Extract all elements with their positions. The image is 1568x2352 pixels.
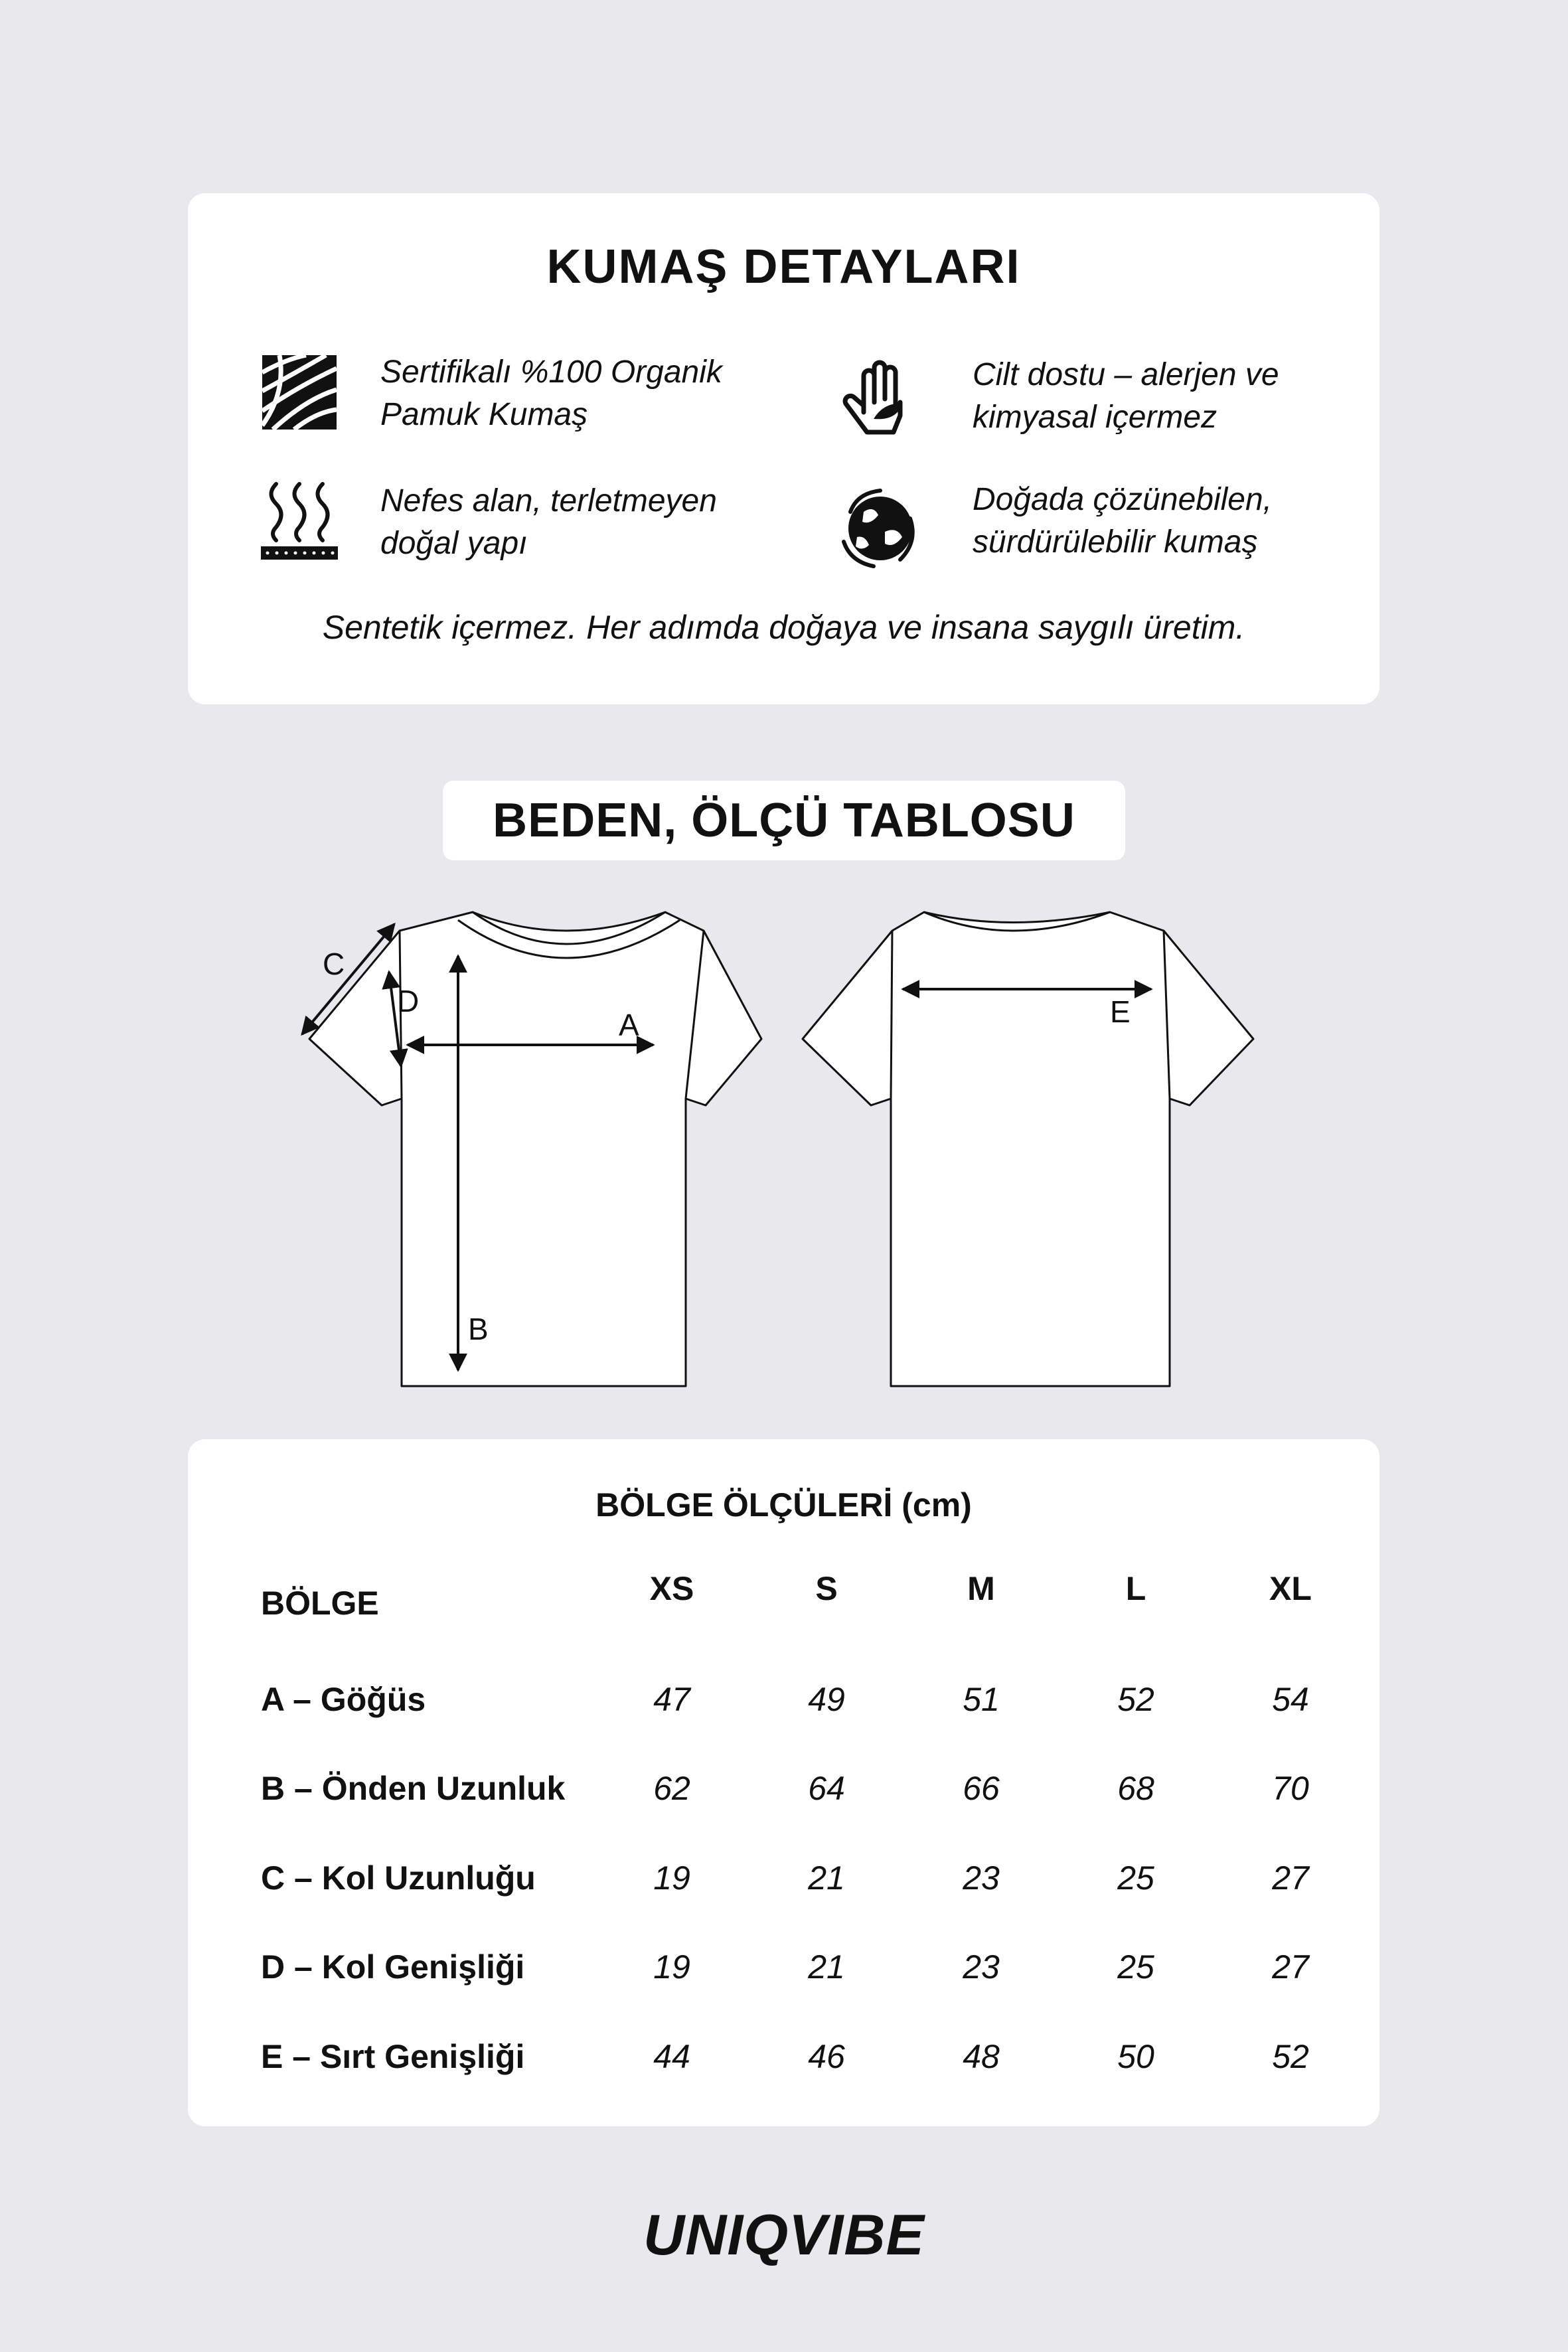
size-header-xl: XL <box>1269 1570 1312 1607</box>
label-e: E <box>1110 994 1131 1029</box>
feature-line: Nefes alan, terletmeyen <box>380 483 717 518</box>
table-cell: 48 <box>963 2038 1000 2075</box>
feature-line: Pamuk Kumaş <box>380 397 588 432</box>
breathable-fabric-icon <box>260 477 346 564</box>
row-label: D – Kol Genişliği <box>261 1948 525 1986</box>
table-cell: 23 <box>963 1859 1000 1897</box>
region-header: BÖLGE <box>261 1585 379 1622</box>
table-cell: 68 <box>1117 1770 1154 1807</box>
yarn-ball-icon <box>260 353 346 439</box>
tshirt-measurement-diagram <box>0 863 1568 1407</box>
front-tshirt-outline <box>309 912 761 1386</box>
row-label: B – Önden Uzunluk <box>261 1770 566 1807</box>
table-cell: 50 <box>1117 2038 1154 2075</box>
table-cell: 27 <box>1272 1948 1309 1986</box>
brand-logo: UNIQVIBE <box>643 2203 925 2267</box>
fabric-details-card <box>188 193 1379 704</box>
feature-biodegradable <box>973 479 1272 564</box>
size-header-m: M <box>967 1570 995 1607</box>
fabric-details-title: KUMAŞ DETAYLARI <box>546 240 1021 293</box>
table-cell: 62 <box>653 1770 690 1807</box>
hand-leaf-icon <box>837 356 923 442</box>
feature-line: kimyasal içermez <box>973 400 1217 435</box>
label-b: B <box>468 1312 489 1346</box>
size-header-s: S <box>815 1570 838 1607</box>
globe-recycle-icon <box>837 485 923 572</box>
fabric-footer-note: Sentetik içermez. Her adımda doğaya ve insana saygılı üretim. <box>322 609 1245 646</box>
measurement-table-card <box>188 1439 1379 2126</box>
row-label: A – Göğüs <box>261 1681 426 1718</box>
size-chart-title: BEDEN, ÖLÇÜ TABLOSU <box>443 781 1125 860</box>
table-cell: 19 <box>653 1859 690 1897</box>
table-cell: 21 <box>808 1948 845 1986</box>
feature-line: Sertifikalı %100 Organik <box>380 354 722 390</box>
feature-line: doğal yapı <box>380 526 528 561</box>
feature-line: sürdürülebilir kumaş <box>973 524 1258 560</box>
table-cell: 27 <box>1272 1859 1309 1897</box>
table-cell: 54 <box>1272 1681 1309 1718</box>
label-a: A <box>619 1008 639 1042</box>
table-cell: 21 <box>808 1859 845 1897</box>
feature-organic-cotton <box>380 351 722 436</box>
table-cell: 52 <box>1272 2038 1309 2075</box>
row-label: C – Kol Uzunluğu <box>261 1859 536 1897</box>
size-header-l: L <box>1125 1570 1146 1607</box>
feature-line: Cilt dostu – alerjen ve <box>973 357 1279 392</box>
feature-line: Doğada çözünebilen, <box>973 482 1273 517</box>
size-header-xs: XS <box>649 1570 694 1607</box>
table-cell: 44 <box>653 2038 690 2075</box>
table-cell: 49 <box>808 1681 845 1718</box>
table-cell: 52 <box>1117 1681 1154 1718</box>
feature-breathable <box>380 480 717 565</box>
table-cell: 23 <box>963 1948 1000 1986</box>
table-cell: 70 <box>1272 1770 1309 1807</box>
table-cell: 25 <box>1117 1859 1154 1897</box>
table-cell: 46 <box>808 2038 845 2075</box>
table-cell: 64 <box>808 1770 845 1807</box>
table-cell: 19 <box>653 1948 690 1986</box>
table-cell: 47 <box>653 1681 690 1718</box>
table-cell: 25 <box>1117 1948 1154 1986</box>
row-label: E – Sırt Genişliği <box>261 2038 525 2075</box>
table-cell: 66 <box>963 1770 1000 1807</box>
table-title: BÖLGE ÖLÇÜLERİ (cm) <box>595 1486 972 1524</box>
feature-skin-friendly <box>973 354 1279 439</box>
label-d: D <box>397 984 420 1018</box>
table-cell: 51 <box>963 1681 1000 1718</box>
label-c: C <box>323 947 345 981</box>
back-tshirt-outline <box>803 912 1253 1386</box>
